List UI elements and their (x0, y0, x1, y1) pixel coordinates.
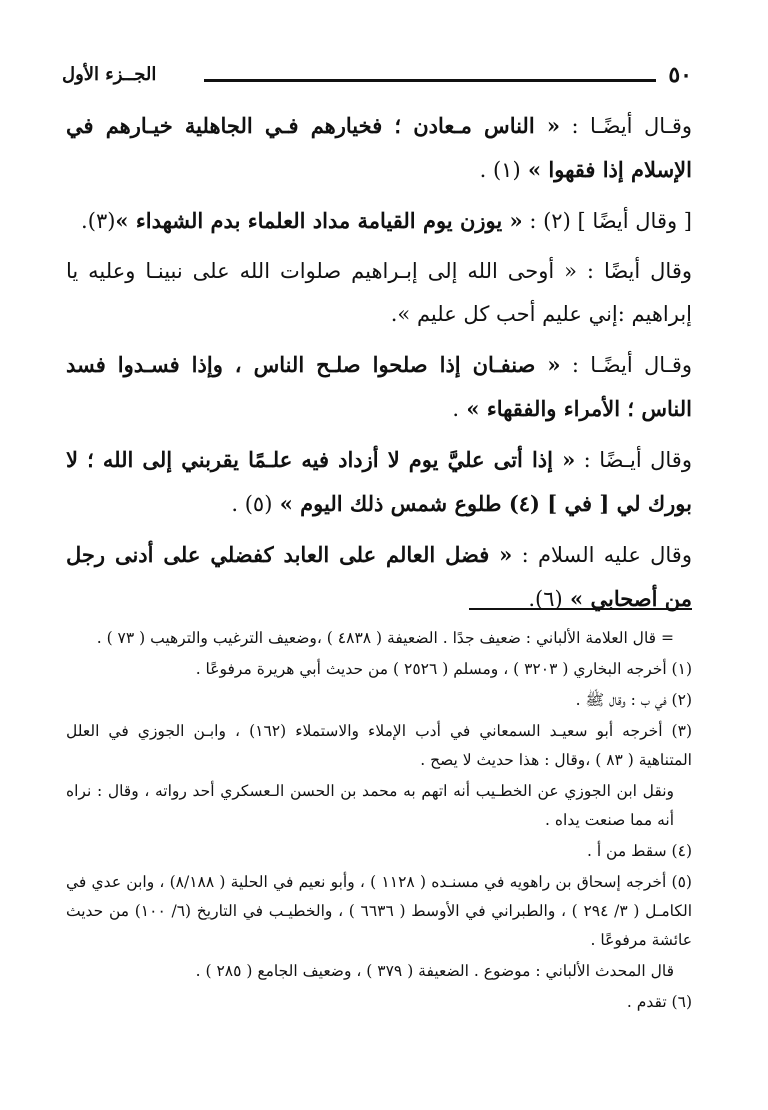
hadith-quote: « صنفـان إذا صلحوا صلـح الناس ، وإذا فسـدوا فسد الناس ؛ الأمراء والفقهاء » (66, 352, 692, 421)
period: . (452, 397, 460, 421)
footnote-1: (١) أخرجه البخاري ( ٣٢٠٣ ) ، ومسلم ( ٢٥٢٦ ) من حديث أبي هريرة مرفوعًا . (195, 660, 692, 678)
footnote-marker: (٢) (543, 209, 571, 233)
period: . (81, 209, 88, 233)
period: . (528, 587, 536, 611)
footnote-3: (٣) أخرجه أبو سعيـد السمعاني في أدب الإملاء والاستملاء (١٦٢) ، وابـن الجوزي في العلل المتناهية ( ٨٣ ) ،وقال : هذا حديث لا يصح . (66, 722, 692, 769)
footnote-5-comment: قال المحدث الألباني : موضوع . الضعيفة ( ٣٧٩ ) ، وضعيف الجامع ( ٢٨٥ ) . (195, 962, 674, 980)
hadith-quote: « إذا أتى عليَّ يوم لا أزداد فيه علـمًا يقربني إلى الله ؛ لا بورك لي [ في ] (66, 447, 692, 516)
footnote-2: (٢) في ب : وقال ﷺ . (575, 691, 692, 709)
footnote-marker: (٣) (87, 209, 116, 233)
footnote-marker: (٤) (508, 491, 540, 516)
paragraph-intro: وقـال أيضًـا : (559, 114, 693, 138)
hadith-quote: « فضل العالم على العابد كفضلي على أدنى رجل من أصحابي » (66, 542, 692, 611)
page-number: ٥٠ (668, 62, 692, 88)
paragraph-hadith-3 (66, 250, 692, 336)
header-rule (204, 79, 656, 82)
paragraph-intro: وقال عليه السلام : (512, 543, 692, 567)
page-header (62, 60, 692, 94)
paragraph-hadith-2 (66, 199, 692, 243)
footnote-4: (٤) سقط من أ . (586, 842, 692, 860)
period: . (231, 492, 239, 516)
period: . (479, 158, 487, 182)
paragraph-intro: وقال أيـضًا : (575, 448, 692, 472)
footnote-6: (٦) تقدم . (626, 993, 692, 1011)
footnote-marker: (٥) (244, 492, 273, 516)
footnote-5: (٥) أخرجه إسحاق بن راهويه في مسنـده ( ١١٢٨ ) ، وأبو نعيم في الحلية ( ٨/١٨٨) ، وابن عدي في الكامـل ( ٣/ ٢٩٤ ) ، والطبراني في الأوسط ( ٦٦٣٦ ) ، والخطيـب في التاريخ (٦/ ١٠٠) من حديث عائشة مرفوعًا . (66, 873, 692, 949)
hadith-quote: « يوزن يوم القيامة مداد العلماء بدم الشهداء » (115, 208, 523, 233)
colon: : (522, 209, 544, 233)
footnote-continuation: = قال العلامة الألباني : ضعيف جدًا . الضعيفة ( ٤٨٣٨ ) ،وضعيف الترغيب والترهيب ( ٧٣ ) . (96, 629, 674, 647)
hadith-quote: « أوحى الله إلى إبـراهيم صلوات الله على نبينـا وعليه يا إبراهيم :إني عليم أحب كل عليم » (66, 259, 692, 326)
paragraph-intro: وقال أيضًا : (577, 259, 692, 283)
footnotes (66, 624, 692, 1019)
paragraph-intro: وقـال أيضًـا : (560, 353, 693, 377)
period: . (390, 302, 398, 326)
footnote-marker: (١) (492, 158, 521, 182)
main-text (66, 104, 692, 628)
footnote-separator (469, 608, 692, 610)
paragraph-hadith-5 (66, 438, 692, 526)
hadith-quote-continued: طلوع شمس ذلك اليوم » (272, 491, 509, 516)
paragraph-hadith-1 (66, 104, 692, 192)
running-head: الجــزء الأول (62, 64, 157, 85)
footnote-3-comment: ونقل ابن الجوزي عن الخطـيب أنه اتهم به محمد بن الحسن الـعسكري أحد رواته ، وقال : نراه أنه مما صنعت يداه . (66, 782, 674, 829)
footnote-marker: (٦) (535, 587, 563, 611)
paragraph-hadith-4 (66, 343, 692, 431)
hadith-quote: « الناس مـعادن ؛ فخيارهم فـي الجاهلية خيـارهم في الإسلام إذا فقهوا » (66, 113, 692, 182)
paragraph-intro: [ وقال أيضًا ] (570, 209, 692, 233)
